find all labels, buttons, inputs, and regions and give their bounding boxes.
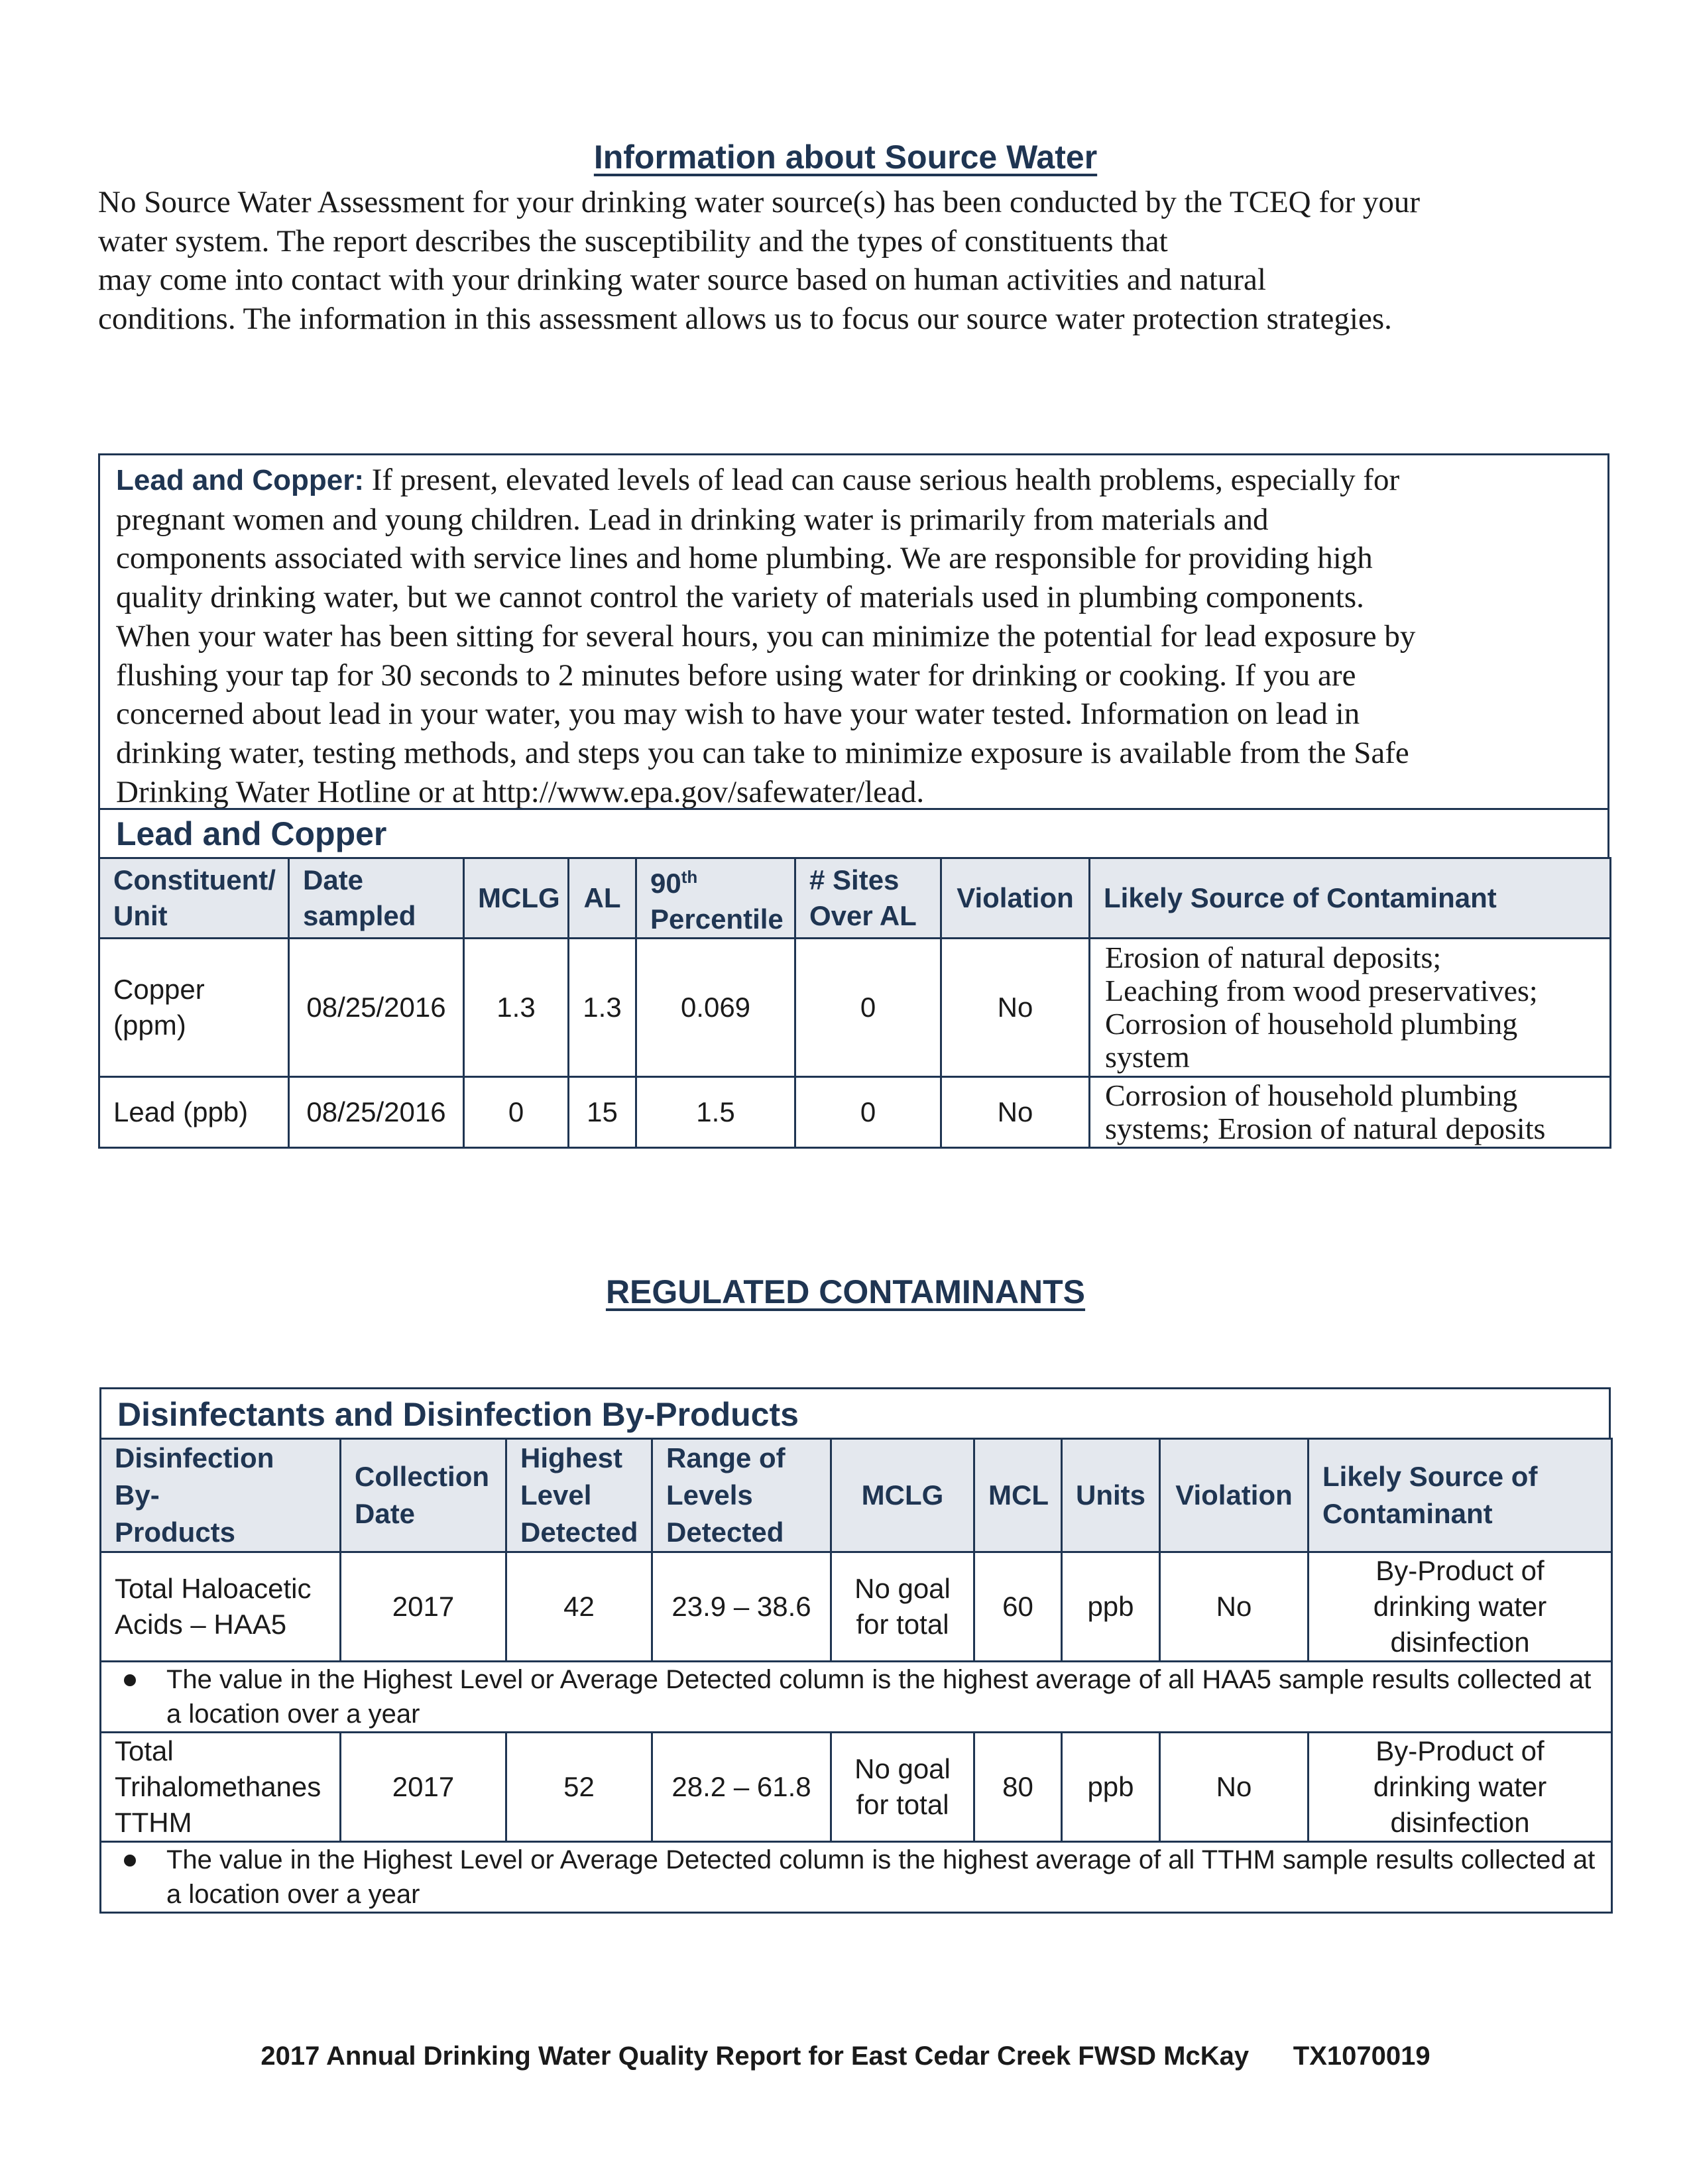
cell-date: 08/25/2016 [289, 939, 464, 1077]
paragraph-line: water system. The report describes the susceptibility and the types of constituents that [98, 223, 1168, 259]
cell-violation: No [1160, 1733, 1309, 1842]
cell-mclg: 0 [464, 1077, 569, 1148]
dbp-table-title: Disinfectants and Disinfection By-Products [99, 1387, 1611, 1438]
col-mclg: MCLG [464, 858, 569, 939]
cell-range: 28.2 – 61.8 [652, 1733, 831, 1842]
paragraph-line: No Source Water Assessment for your drinking water source(s) has been conducted by the TCEQ for your [98, 185, 1421, 219]
col-range: Range of Levels Detected [652, 1439, 831, 1552]
cell-violation: No [941, 939, 1090, 1077]
table-header-row [99, 858, 1611, 939]
cell-constituent: Lead (ppb) [99, 1077, 289, 1148]
cell-note: The value in the Highest Level or Average Detected column is the highest average of all TTHM sample results collected at a location over a year [101, 1842, 1612, 1913]
cell-date: 2017 [341, 1552, 506, 1662]
lead-copper-table [98, 857, 1611, 1149]
col-al: AL [569, 858, 636, 939]
paragraph-line: conditions. The information in this assessment allows us to focus our source water protection strategies. [98, 301, 1392, 336]
col-date-sampled: Date sampled [289, 858, 464, 939]
cell-al: 15 [569, 1077, 636, 1148]
col-likely-source: Likely Source of Contaminant [1309, 1439, 1612, 1552]
paragraph-line: quality drinking water, but we cannot control the variety of materials used in plumbing components. [116, 580, 1364, 615]
cell-source: By-Product of drinking water disinfection [1309, 1733, 1612, 1842]
cell-violation: No [941, 1077, 1090, 1148]
table-note-row [101, 1662, 1612, 1733]
col-violation: Violation [1160, 1439, 1309, 1552]
cell-highest: 52 [506, 1733, 652, 1842]
cell-note: The value in the Highest Level or Average Detected column is the highest average of all HAA5 sample results collected at a location over a year [101, 1662, 1612, 1733]
lead-info-label: Lead and Copper: [116, 464, 365, 496]
cell-dbp-name: Total Trihalomethanes TTHM [101, 1733, 341, 1842]
cell-source: Erosion of natural deposits; Leaching from wood preservatives; Corrosion of household plumbing system [1090, 939, 1611, 1077]
cell-source: By-Product of drinking water disinfection [1309, 1552, 1612, 1662]
cell-date: 2017 [341, 1733, 506, 1842]
footer-system-id: TX1070019 [1293, 2041, 1430, 2071]
col-dbp: Disinfection By- Products [101, 1439, 341, 1552]
cell-source: Corrosion of household plumbing systems; Erosion of natural deposits [1090, 1077, 1611, 1148]
cell-violation: No [1160, 1552, 1309, 1662]
paragraph-line: concerned about lead in your water, you may wish to have your water tested. Information on lead in [116, 697, 1360, 732]
paragraph-line: drinking water, testing methods, and steps you can take to minimize exposure is available from the Safe [116, 735, 1409, 770]
regulated-contaminants-heading: REGULATED CONTAMINANTS [605, 1273, 1086, 1310]
table-row [101, 1552, 1612, 1662]
table-row [101, 1733, 1612, 1842]
source-water-heading: Information about Source Water [593, 139, 1098, 176]
col-violation: Violation [941, 858, 1090, 939]
cell-units: ppb [1062, 1733, 1160, 1842]
cell-percentile: 0.069 [636, 939, 795, 1077]
cell-mcl: 60 [974, 1552, 1062, 1662]
bullet-icon [124, 1855, 136, 1867]
paragraph-line: pregnant women and young children. Lead in drinking water is primarily from materials and [116, 502, 1269, 537]
col-mclg: MCLG [831, 1439, 974, 1552]
col-highest-level: Highest Level Detected [506, 1439, 652, 1552]
col-units: Units [1062, 1439, 1160, 1552]
cell-units: ppb [1062, 1552, 1160, 1662]
table-row [99, 939, 1611, 1077]
bullet-icon [124, 1674, 136, 1686]
page-footer [0, 2041, 1691, 2071]
paragraph-line [116, 461, 1592, 500]
paragraph-line: may come into contact with your drinking water source based on human activities and natural [98, 262, 1266, 297]
table-note-row [101, 1842, 1612, 1913]
cell-percentile: 1.5 [636, 1077, 795, 1148]
table-row [99, 1077, 1611, 1148]
cell-sites: 0 [795, 1077, 941, 1148]
cell-mclg: 1.3 [464, 939, 569, 1077]
paragraph-line: Drinking Water Hotline or at http://www.epa.gov/safewater/lead. [116, 774, 925, 809]
paragraph-line: flushing your tap for 30 seconds to 2 minutes before using water for drinking or cooking. If you are [116, 658, 1356, 693]
col-sites-over-al: # Sites Over AL [795, 858, 941, 939]
lead-info-text: If present, elevated levels of lead can cause serious health problems, especially for [364, 463, 1400, 497]
paragraph-line: When your water has been sitting for several hours, you can minimize the potential for lead exposure by [116, 618, 1416, 654]
footer-report-title: 2017 Annual Drinking Water Quality Report for East Cedar Creek FWSD McKay [261, 2041, 1250, 2071]
cell-sites: 0 [795, 939, 941, 1077]
cell-constituent: Copper (ppm) [99, 939, 289, 1077]
cell-mcl: 80 [974, 1733, 1062, 1842]
cell-range: 23.9 – 38.6 [652, 1552, 831, 1662]
lead-info-box [98, 453, 1609, 810]
col-mcl: MCL [974, 1439, 1062, 1552]
dbp-table [99, 1438, 1613, 1914]
col-collection-date: Collection Date [341, 1439, 506, 1552]
col-90th-percentile: 90th Percentile [636, 858, 795, 939]
cell-mclg: No goal for total [831, 1733, 974, 1842]
cell-date: 08/25/2016 [289, 1077, 464, 1148]
cell-al: 1.3 [569, 939, 636, 1077]
cell-mclg: No goal for total [831, 1552, 974, 1662]
table-header-row [101, 1439, 1612, 1552]
col-constituent: Constituent/ Unit [99, 858, 289, 939]
col-likely-source: Likely Source of Contaminant [1090, 858, 1611, 939]
lead-copper-table-title: Lead and Copper [98, 808, 1609, 857]
paragraph-line: components associated with service lines and home plumbing. We are responsible for providing high [116, 541, 1373, 576]
cell-dbp-name: Total Haloacetic Acids – HAA5 [101, 1552, 341, 1662]
cell-highest: 42 [506, 1552, 652, 1662]
source-water-paragraph [98, 183, 1596, 338]
